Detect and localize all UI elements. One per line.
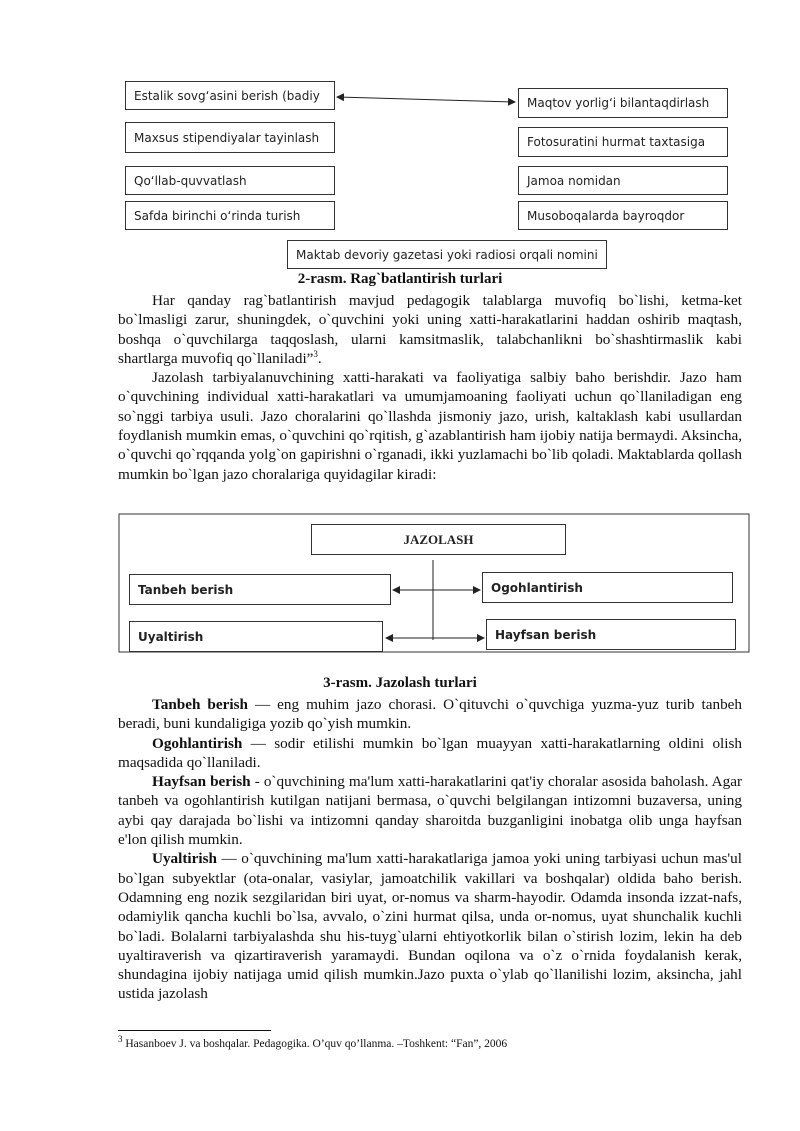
fig3-right-box-1: Ogohlantirish <box>482 572 733 603</box>
fig3-left-box-2: Uyaltirish <box>129 621 383 652</box>
definition-1: Tanbeh berish — eng muhim jazo chorasi. O`qituvchi o`quvchiga yuzma-yuz turib tanbeh beradi, buni kundaligiga yozib qo`yish mumkin. <box>118 696 742 733</box>
fig2-right-box-3: Jamoa nomidan <box>518 166 728 195</box>
definition-4: Uyaltirish — o`quvchining ma'lum xatti-harakatlariga jamoa yoki uning tarbiyasi uchun mas'ul bo`lgan subyektlar (ota-onalar, vasiylar, jamoatchilik vakillari va boshqalar) oldida baho berish. Odamning eng nozik sezgilaridan biri uyat, or-nomus va sharm-hayodir. Odamda insonda izzat-nafs, odamiylik qancha kuchli bo`lsa, avvalo, o`zini hurmat qilsa, unda or-nomus, uyat shunchalik kuchli bo`ladi. Bolalarni tarbiyalashda shu his-tuyg`ularni ehtiyotkorlik bilan o`stirish lozim, lekin ha deb uyaltiraverish va qizartiraverish yaramaydi. Bundan oqilona va o`z o`rnida foydalanish kerak, shundagina ijobiy natijaga umid qilish mumkin.Jazo puxta o`ylab qo`llanilishi lozim, aksincha, jahl ustida jazolash <box>118 850 742 1003</box>
figure3-caption: 3-rasm. Jazolash turlari <box>323 675 477 691</box>
fig2-left-box-3: Qo‘llab-quvvatlash <box>125 166 335 195</box>
fig2-left-box-1: Estalik sovg‘asini berish (badiy <box>125 81 335 110</box>
body-text-2 <box>118 695 742 1004</box>
fig3-title-box: JAZOLASH <box>311 524 566 555</box>
fig3-right-box-2: Hayfsan berish <box>486 619 736 650</box>
fig3-left-box-1: Tanbeh berish <box>129 574 391 605</box>
body-text-1 <box>118 291 742 484</box>
figure2-double-arrow <box>337 97 515 102</box>
fig2-bottom-box: Maktab devoriy gazetasi yoki radiosi orqali nomini <box>287 240 607 269</box>
fig2-left-box-4: Safda birinchi o‘rinda turish <box>125 201 335 230</box>
paragraph-1: Har qanday rag`batlantirish mavjud pedagogik talablarga muvofiq bo`lishi, ketma-ket bo`lmasligi zarur, shuningdek, o`quvchini yoki uning xatti-harakatlarini haddan oshirib maqtash, boshqa o`quvchilarga taqqoslash, ularni kamsitmaslik, talabchanlikni bo`shashtirmaslik kabi shartlarga muvofiq qo`llaniladi”$^3$. <box>118 292 742 367</box>
figure2-caption: 2-rasm. Rag`batlantirish turlari <box>297 271 503 287</box>
footnote: $^3$ Hasanboev J. va boshqalar. Pedagogika. O’quv qo’llanma. –Toshkent: “Fan”, 2006 <box>118 1034 508 1050</box>
fig2-right-box-2: Fotosuratini hurmat taxtasiga <box>518 127 728 157</box>
definition-2: Ogohlantirish — sodir etilishi mumkin bo`lgan muayyan xatti-harakatlarning oldini olish maqsadida qo`llaniladi. <box>118 734 742 771</box>
footnote-separator <box>118 1030 271 1031</box>
paragraph-2: Jazolash tarbiyalanuvchining xatti-harakati va faoliyatiga salbiy baho berishdir. Jazo ham o`quvchining individual xatti-harakatlari va umumjamoaning faoliyati uchun qo`llaniladigan eng so`nggi tarbiya usuli. Jazo choralarini qo`llashda jismoniy jazo, urish, kaltaklash kabi usullardan foydlanish mumkin emas, o`quvchini qo`rqitish, g`azablantirish ham ijobiy natija bermaydi. Aksincha, o`quvchi qo`rqqanda yolg`on gapirishni o`rganadi, ikki yuzlamachi bo`lib qoladi. Maktablarda qollash mumkin bo`lgan jazo choralariga quyidagilar kiradi: <box>118 369 742 483</box>
definition-3: Hayfsan berish - o`quvchining ma'lum xatti-harakatlarini qat'iy choralar asosida baholash. Agar tanbeh va ogohlantirish kutilgan natijani bermasa, o`quvchi belgilangan intizomni buzaversa, uning aybi qay darajada bo`lishi va intizomni qanday sharoitda buzganligini inobatga olib unga hayfsan e'lon qilish mumkin. <box>118 773 742 849</box>
fig2-right-box-1: Maqtov yorlig‘i bilantaqdirlash <box>518 88 728 118</box>
fig2-right-box-4: Musoboqalarda bayroqdor <box>518 201 728 230</box>
fig2-left-box-2: Maxsus stipendiyalar tayinlash <box>125 122 335 153</box>
